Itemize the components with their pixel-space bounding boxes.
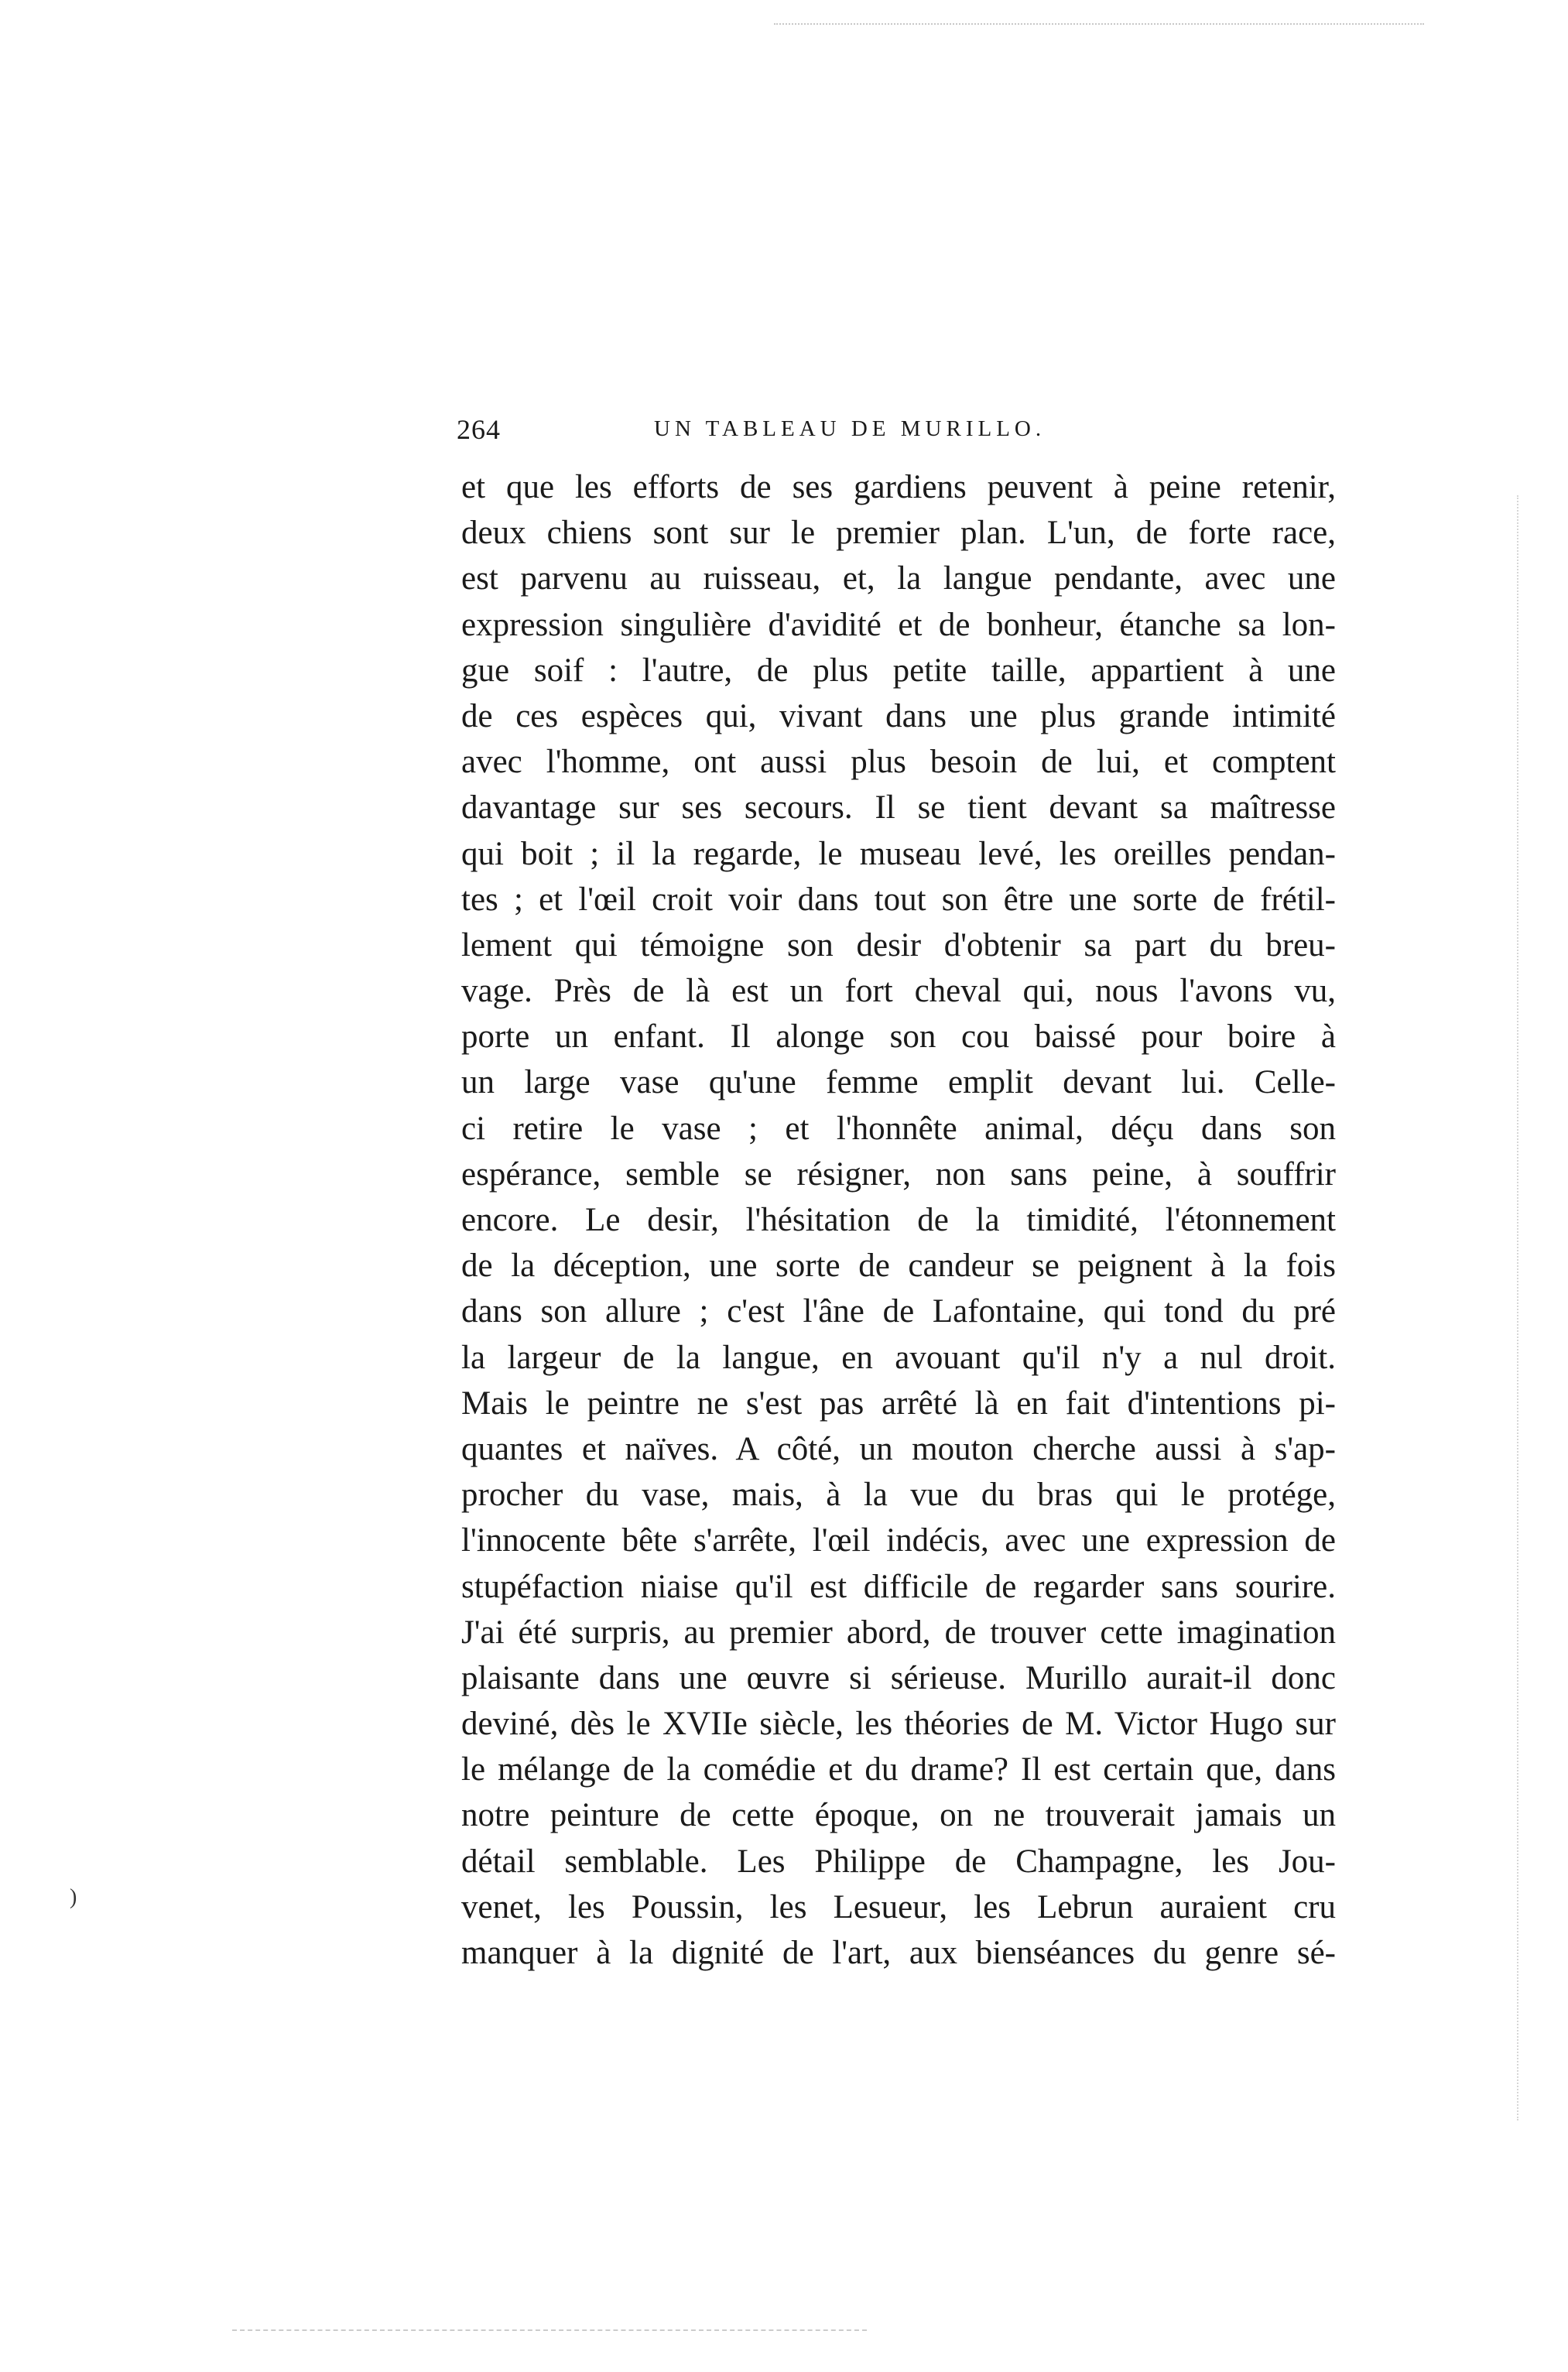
running-title: UN TABLEAU DE MURILLO.: [654, 416, 1046, 441]
text-line: de la déception, une sorte de candeur se peignent à la fois: [461, 1248, 1336, 1285]
text-line: l'innocente bête s'arrête, l'œil indécis, avec une expression de: [461, 1522, 1336, 1559]
page-header: [457, 413, 1347, 452]
scan-artifact-top: [774, 23, 1424, 26]
text-line: tes ; et l'œil croit voir dans tout son être une sorte de frétil-: [461, 881, 1336, 918]
scan-artifact-right: [1517, 495, 1520, 2120]
text-line: ci retire le vase ; et l'honnête animal, déçu dans son: [461, 1110, 1336, 1147]
page-number: 264: [457, 414, 501, 445]
text-line: venet, les Poussin, les Lesueur, les Lebrun auraient cru: [461, 1888, 1336, 1925]
text-line: Mais le peintre ne s'est pas arrêté là en fait d'intentions pi-: [461, 1385, 1336, 1422]
text-line: qui boit ; il la regarde, le museau levé, les oreilles pendan-: [461, 835, 1336, 872]
text-line: manquer à la dignité de l'art, aux bienséances du genre sé-: [461, 1935, 1336, 1971]
text-line: gue soif : l'autre, de plus petite taille, appartient à une: [461, 652, 1336, 689]
text-line: le mélange de la comédie et du drame? Il est certain que, dans: [461, 1751, 1336, 1788]
text-line: avec l'homme, ont aussi plus besoin de lui, et comptent: [461, 744, 1336, 781]
margin-mark: ): [70, 1885, 77, 1909]
text-line: plaisante dans une œuvre si sérieuse. Murillo aurait-il donc: [461, 1659, 1336, 1696]
text-line: deviné, dès le XVIIe siècle, les théories de M. Victor Hugo sur: [461, 1706, 1336, 1743]
text-line: deux chiens sont sur le premier plan. L'un, de forte race,: [461, 515, 1336, 552]
text-line: procher du vase, mais, à la vue du bras qui le protége,: [461, 1477, 1336, 1514]
text-line: détail semblable. Les Philippe de Champagne, les Jou-: [461, 1843, 1336, 1880]
text-line: expression singulière d'avidité et de bonheur, étanche sa lon-: [461, 606, 1336, 643]
text-line: un large vase qu'une femme emplit devant lui. Celle-: [461, 1064, 1336, 1101]
text-line: quantes et naïves. A côté, un mouton cherche aussi à s'ap-: [461, 1430, 1336, 1467]
text-line: de ces espèces qui, vivant dans une plus grande intimité: [461, 697, 1336, 734]
scan-artifact-bottom: [232, 2329, 867, 2333]
text-line: notre peinture de cette époque, on ne trouverait jamais un: [461, 1797, 1336, 1834]
text-line: davantage sur ses secours. Il se tient devant sa maîtresse: [461, 789, 1336, 827]
text-line: dans son allure ; c'est l'âne de Lafontaine, qui tond du pré: [461, 1293, 1336, 1330]
text-line: la largeur de la langue, en avouant qu'il n'y a nul droit.: [461, 1339, 1336, 1376]
text-line: J'ai été surpris, au premier abord, de trouver cette imagination: [461, 1614, 1336, 1651]
text-line: lement qui témoigne son desir d'obtenir sa part du breu-: [461, 926, 1336, 964]
text-line: encore. Le desir, l'hésitation de la timidité, l'étonnement: [461, 1202, 1336, 1238]
text-line: espérance, semble se résigner, non sans peine, à souffrir: [461, 1155, 1336, 1193]
text-line: est parvenu au ruisseau, et, la langue pendante, avec une: [461, 560, 1336, 597]
text-line: et que les efforts de ses gardiens peuvent à peine retenir,: [461, 469, 1336, 505]
text-line: vage. Près de là est un fort cheval qui, nous l'avons vu,: [461, 973, 1336, 1010]
text-line: stupéfaction niaise qu'il est difficile de regarder sans sourire.: [461, 1568, 1336, 1605]
body-text: [461, 464, 1336, 1976]
text-line: porte un enfant. Il alonge son cou baissé pour boire à: [461, 1018, 1336, 1056]
